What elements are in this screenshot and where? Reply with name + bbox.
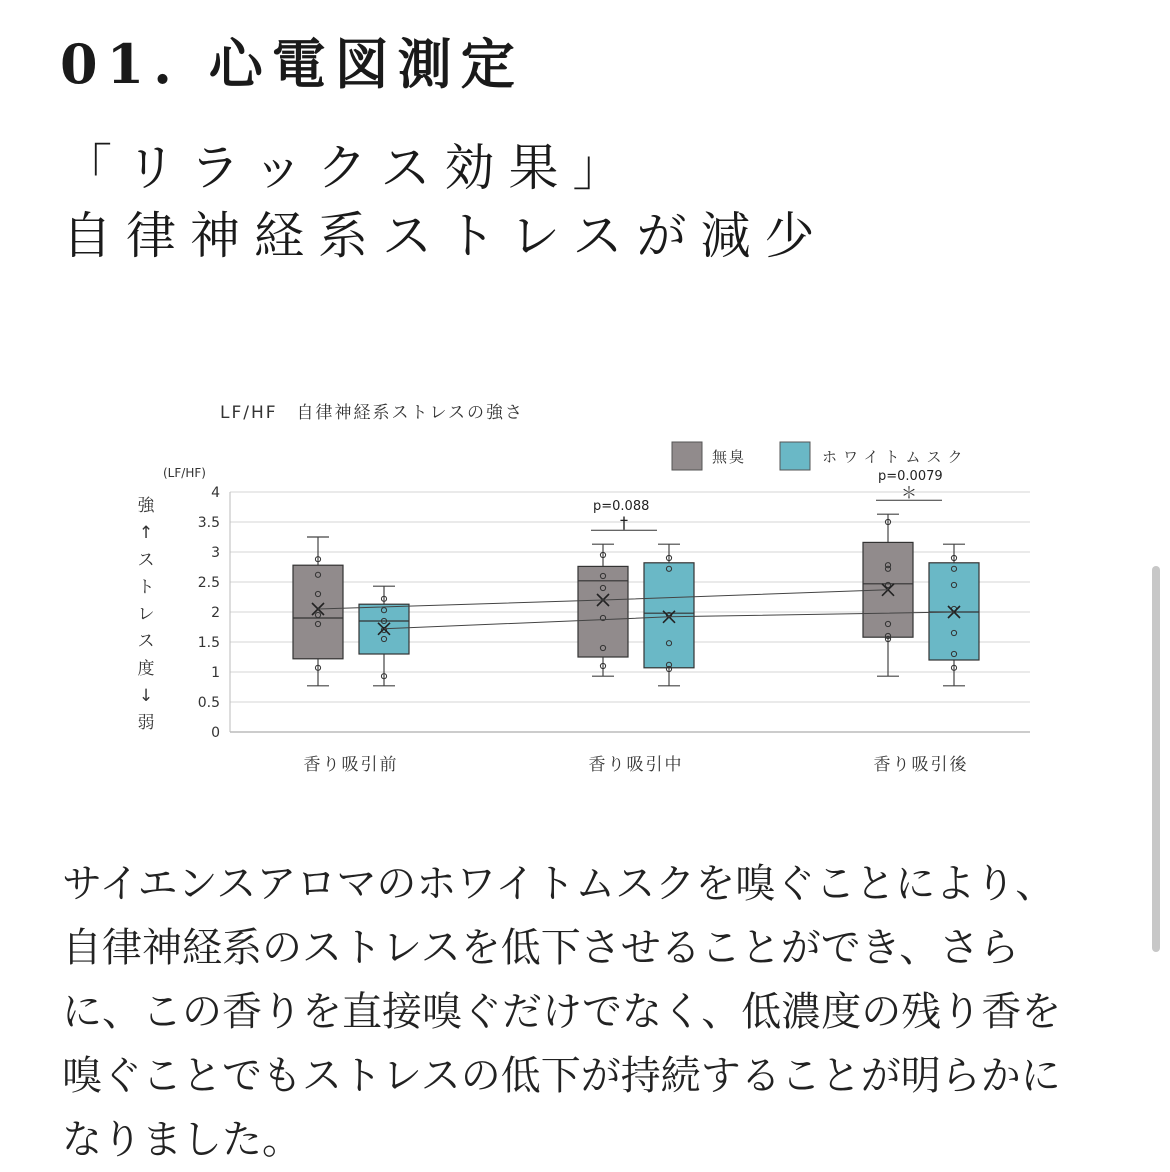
box-iqr (578, 566, 628, 657)
scrollbar[interactable] (1152, 566, 1160, 952)
legend-label: ホワイトムスク (822, 448, 969, 466)
x-category-label: 香り吸引中 (588, 755, 684, 775)
description-text: サイエンスアロマのホワイトムスクを嗅ぐことにより、 自律神経系のストレスを低下させることができ、さら に、この香りを直接嗅ぐだけでなく、低濃度の残り香を 嗅ぐことでもストレスの低下が持続することが明らかに なりました。 (62, 861, 1062, 1163)
significance-annotation (876, 469, 943, 502)
y-label-char: ス (137, 550, 155, 571)
box-0-0 (293, 537, 343, 686)
significance-symbol: ＊ (900, 483, 918, 503)
p-value-label: p=0.088 (593, 499, 650, 515)
box-0-2 (863, 514, 913, 676)
y-label-char: 弱 (137, 713, 155, 733)
y-label-char: ト (137, 577, 155, 598)
legend-swatch (672, 442, 702, 470)
y-label-char: レ (137, 604, 155, 625)
chart-title: LF/HF 自律神経系ストレスの強さ (220, 403, 525, 423)
y-tick-label: 4 (211, 485, 220, 501)
y-axis-label (138, 496, 156, 733)
x-category-label: 香り吸引前 (303, 755, 399, 775)
subtitle-line-1: 「リラックス効果」 (62, 139, 637, 197)
box-0-1 (578, 544, 628, 676)
x-category-label: 香り吸引後 (873, 755, 969, 775)
legend-label: 無臭 (712, 448, 747, 466)
y-tick-label: 1 (211, 665, 220, 681)
legend (672, 442, 969, 470)
y-tick-labels (198, 485, 220, 741)
y-unit-label: (LF/HF) (163, 466, 206, 480)
y-tick-label: 1.5 (197, 635, 220, 651)
y-label-char: ス (137, 631, 155, 652)
boxplot-chart (0, 380, 1170, 820)
y-label-char: ↑ (138, 523, 154, 544)
p-value-label: p=0.0079 (878, 469, 943, 485)
legend-swatch (780, 442, 810, 470)
y-label-char: 強 (137, 496, 155, 516)
subtitle-line-2: 自律神経系ストレスが減少 (62, 207, 829, 265)
plot-area (293, 469, 979, 686)
y-tick-label: 2.5 (197, 575, 220, 591)
x-category-labels (304, 755, 969, 775)
box-1-2 (929, 544, 979, 686)
box-1-1 (644, 544, 694, 686)
y-tick-label: 0 (211, 725, 220, 741)
box-iqr (644, 563, 694, 668)
y-label-char: ↓ (138, 685, 154, 706)
y-tick-label: 2 (211, 605, 220, 621)
page-heading: 01. 心電図測定 (60, 32, 524, 96)
y-tick-label: 0.5 (197, 695, 220, 711)
y-tick-label: 3 (211, 545, 220, 561)
y-label-char: 度 (137, 658, 155, 679)
box-1-0 (359, 586, 409, 686)
y-tick-label: 3.5 (197, 515, 220, 531)
significance-annotation (591, 499, 657, 532)
significance-symbol: † (620, 513, 628, 533)
